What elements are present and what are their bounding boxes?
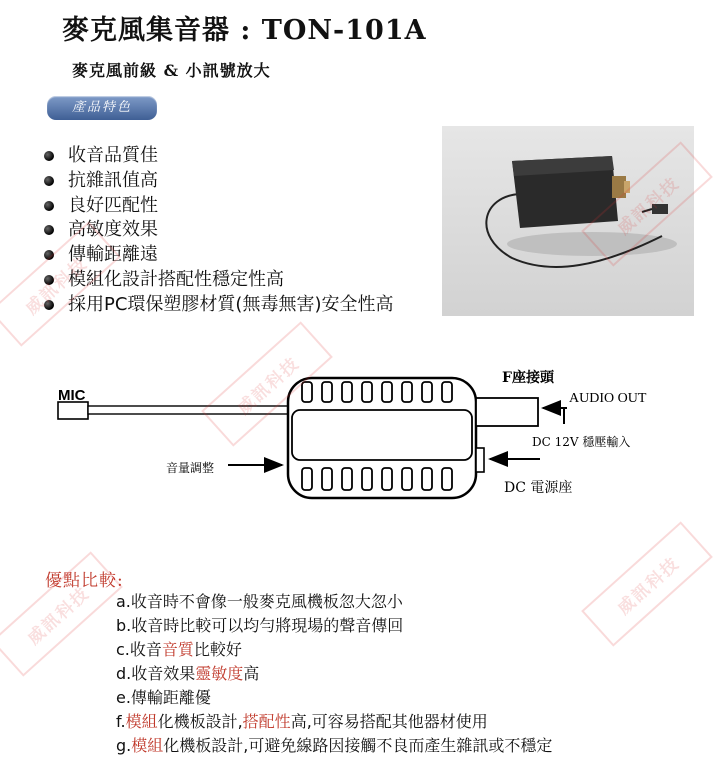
advantages-heading: 優點比較: (45, 571, 124, 591)
feature-item: 傳輸距離遠 (42, 243, 393, 268)
device-panel (292, 410, 472, 460)
dc-input-label: DC 12V 穩壓輸入 (532, 435, 631, 449)
f-connector (476, 398, 538, 426)
advantage-item: d.收音效果靈敏度高 (116, 664, 260, 683)
dc-jack-label: DC 電源座 (504, 480, 573, 496)
bullet-icon (44, 176, 54, 186)
product-image (442, 126, 694, 316)
bullet-icon (44, 300, 54, 310)
feature-item: 收音品質佳 (42, 144, 393, 169)
mic-cable (88, 406, 288, 414)
volume-label: 音量調整 (166, 461, 215, 475)
mic-plug (58, 402, 88, 419)
advantage-item: g.模組化機板設計,可避免線路因接觸不良而產生雜訊或不穩定 (116, 736, 553, 755)
page-title: 麥克風集音器 : TON-101A (62, 15, 427, 46)
mic-label: MIC (58, 387, 86, 404)
advantages-list (116, 590, 552, 758)
feature-item: 抗雜訊值高 (42, 169, 393, 194)
advantage-item: b.收音時比較可以均勻將現場的聲音傳回 (116, 616, 404, 635)
page-subtitle: 麥克風前級 & 小訊號放大 (72, 61, 271, 80)
advantage-item: c.收音音質比較好 (116, 640, 242, 659)
feature-item: 採用PC環保塑膠材質(無毒無害)安全性高 (42, 293, 393, 318)
bullet-icon (44, 151, 54, 161)
connection-diagram (0, 360, 720, 520)
bullet-icon (44, 225, 54, 235)
advantage-item: f.模組化機板設計,搭配性高,可容易搭配其他器材使用 (116, 712, 488, 731)
feature-item: 模組化設計搭配性穩定性高 (42, 268, 393, 293)
audio-out-label: AUDIO OUT (569, 391, 647, 406)
bullet-icon (44, 201, 54, 211)
watermark: 威訊科技 (581, 521, 713, 646)
bullet-icon (44, 275, 54, 285)
bullet-icon (44, 250, 54, 260)
watermark: 威訊科技 (0, 221, 121, 346)
watermark: 威訊科技 (201, 321, 333, 446)
section-badge: 產品特色 (47, 96, 157, 120)
feature-list (42, 144, 393, 318)
feature-item: 高敏度效果 (42, 218, 393, 243)
f-connector-label: F座接頭 (502, 370, 554, 386)
product-photo (442, 126, 694, 316)
advantage-item: e.傳輸距離優 (116, 688, 211, 707)
watermark: 威訊科技 (0, 551, 123, 676)
feature-item: 良好匹配性 (42, 194, 393, 219)
dc-jack (476, 448, 484, 472)
advantage-item: a.收音時不會像一般麥克風機板忽大忽小 (116, 592, 403, 611)
